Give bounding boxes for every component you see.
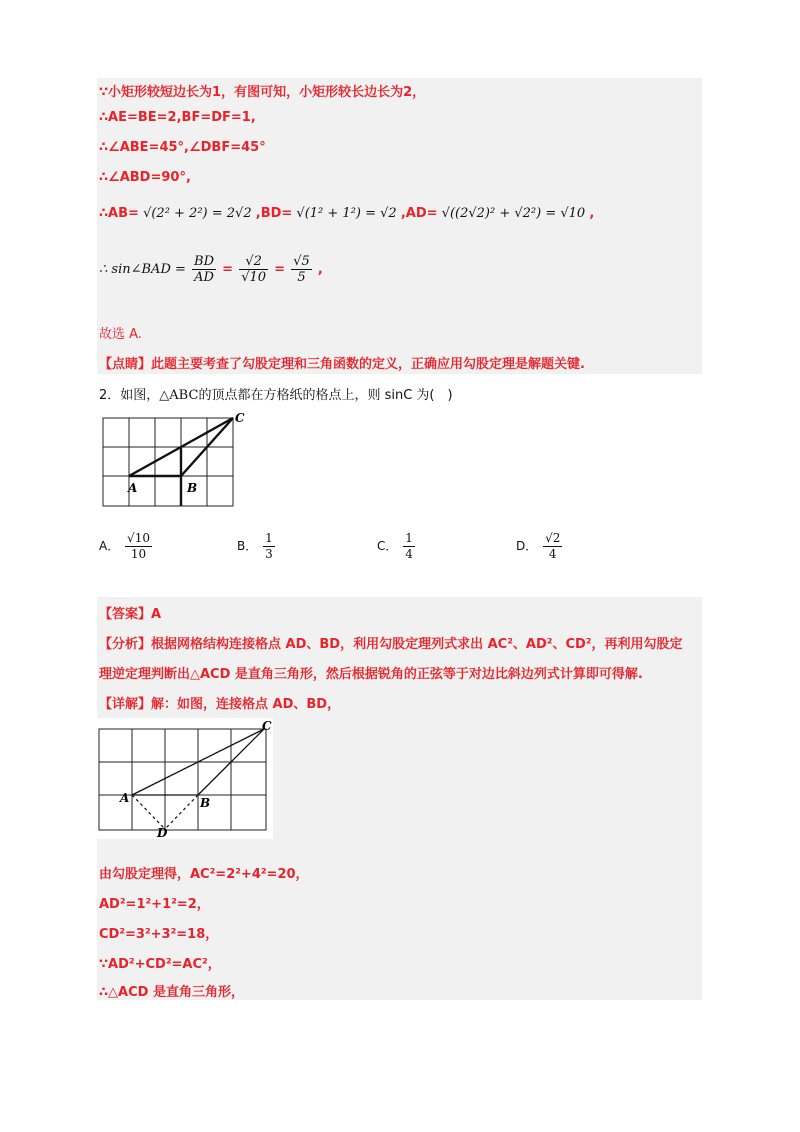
option-letter: D． — [516, 539, 538, 553]
line6-end: , — [317, 262, 323, 277]
comment-line — [99, 353, 585, 372]
fraction-denominator: √10 — [241, 270, 267, 285]
question-text-after: 的顶点都在方格纸的格点上，则 sinC 为( ) — [198, 388, 453, 403]
solution-line-2: ∴AE=BE=2,BF=DF=1, — [99, 110, 256, 125]
bd-label: ,BD= — [255, 206, 293, 221]
ad-formula: √((2√2)² + √2²) = √10 — [441, 206, 586, 221]
option-c[interactable] — [377, 531, 417, 562]
grid-figure-2 — [97, 718, 273, 839]
previous-solution-panel — [97, 78, 702, 374]
label-a: A — [120, 791, 130, 805]
label-d: D — [157, 826, 168, 839]
option-letter: C． — [377, 539, 398, 553]
equals-sign: = — [222, 262, 234, 277]
fraction-numerator: √2 — [545, 531, 561, 545]
answer-panel — [97, 597, 702, 1000]
triangle-symbol: △ABC — [159, 388, 199, 403]
ab-formula: √(2² + 2²) = 2√2 — [143, 206, 252, 221]
solution-line-6 — [99, 254, 323, 285]
option-letter: A． — [99, 539, 120, 553]
fraction-denominator: 4 — [405, 547, 413, 561]
option-d-fraction — [543, 531, 562, 562]
fraction-bd-ad — [192, 254, 216, 285]
sin-bad-label: ∴ sin∠BAD = — [99, 262, 186, 277]
option-d[interactable] — [516, 531, 564, 562]
fraction-root2-root10 — [239, 254, 268, 285]
solution-line-1: ∵小矩形较短边长为1，有图可知，小矩形较长边长为2， — [99, 85, 426, 100]
question-text-before: 如图， — [120, 388, 160, 403]
analysis-line-2: 理逆定理判断出△ACD 是直角三角形，然后根据锐角的正弦等于对边比斜边列式计算即可得解. — [99, 667, 643, 682]
fraction-denominator: AD — [194, 270, 214, 285]
grid-figure-1 — [98, 410, 248, 510]
solution-line-3: ∴∠ABE=45°,∠DBF=45° — [99, 140, 266, 155]
comment-text: 此题主要考查了勾股定理和三角函数的定义，正确应用勾股定理是解题关键. — [151, 357, 585, 372]
step-1: 由勾股定理得，AC²=2²+4²=20， — [99, 867, 309, 882]
label-a: A — [128, 481, 138, 495]
ad-label: ,AD= — [400, 206, 438, 221]
fraction-root5-5 — [291, 254, 312, 285]
solution-line-4: ∴∠ABD=90°, — [99, 170, 191, 185]
fraction-numerator: BD — [194, 254, 215, 269]
option-a[interactable] — [99, 531, 154, 562]
fraction-denominator: 10 — [130, 547, 147, 561]
line5-end: , — [589, 206, 595, 221]
label-c: C — [235, 411, 245, 425]
bd-formula: √(1² + 1²) = √2 — [296, 206, 397, 221]
detail-line — [99, 693, 340, 712]
fraction-numerator: 1 — [265, 531, 273, 545]
label-b: B — [200, 796, 211, 810]
grid-lines — [103, 418, 233, 506]
question-number: 2． — [99, 388, 121, 403]
ab-label: ∴AB= — [99, 206, 139, 221]
option-b-fraction — [263, 531, 275, 562]
comment-tag: 【点睛】 — [99, 357, 152, 372]
analysis-tag: 【分析】 — [99, 637, 152, 652]
question-2 — [99, 384, 453, 403]
fraction-denominator: 4 — [548, 547, 557, 561]
label-b: B — [187, 481, 198, 495]
solution-line-5 — [99, 206, 594, 221]
answer-tag: 【答案】 — [99, 607, 152, 622]
step-5: ∴△ACD 是直角三角形， — [99, 985, 244, 1000]
detail-tag: 【详解】 — [99, 697, 152, 712]
answer-line — [99, 603, 161, 622]
option-b[interactable] — [237, 531, 277, 562]
option-a-fraction — [125, 531, 152, 562]
step-2: AD²=1²+1²=2， — [99, 897, 210, 912]
fraction-numerator: √2 — [239, 254, 268, 270]
answer-value: A — [151, 607, 162, 622]
detail-text: 解：如图，连接格点 AD、BD， — [151, 697, 341, 712]
analysis-text-1: 根据网格结构连接格点 AD、BD，利用勾股定理列式求出 AC²、AD²、CD²，再利用勾股定 — [151, 637, 683, 652]
option-letter: B． — [237, 539, 258, 553]
fraction-numerator: √5 — [293, 254, 310, 269]
grid-lines — [99, 729, 266, 830]
step-4: ∵AD²+CD²=AC²， — [99, 957, 221, 972]
label-c: C — [262, 719, 272, 733]
equals-sign: = — [274, 262, 286, 277]
fraction-denominator: 5 — [297, 270, 306, 285]
option-c-fraction — [403, 531, 415, 562]
fraction-denominator: 3 — [265, 547, 273, 561]
fraction-numerator: 1 — [405, 531, 413, 545]
fraction-numerator: √10 — [127, 531, 150, 545]
choice-line: 故选 A. — [99, 327, 142, 342]
analysis-line-1 — [99, 633, 683, 652]
step-3: CD²=3²+3²=18， — [99, 927, 219, 942]
